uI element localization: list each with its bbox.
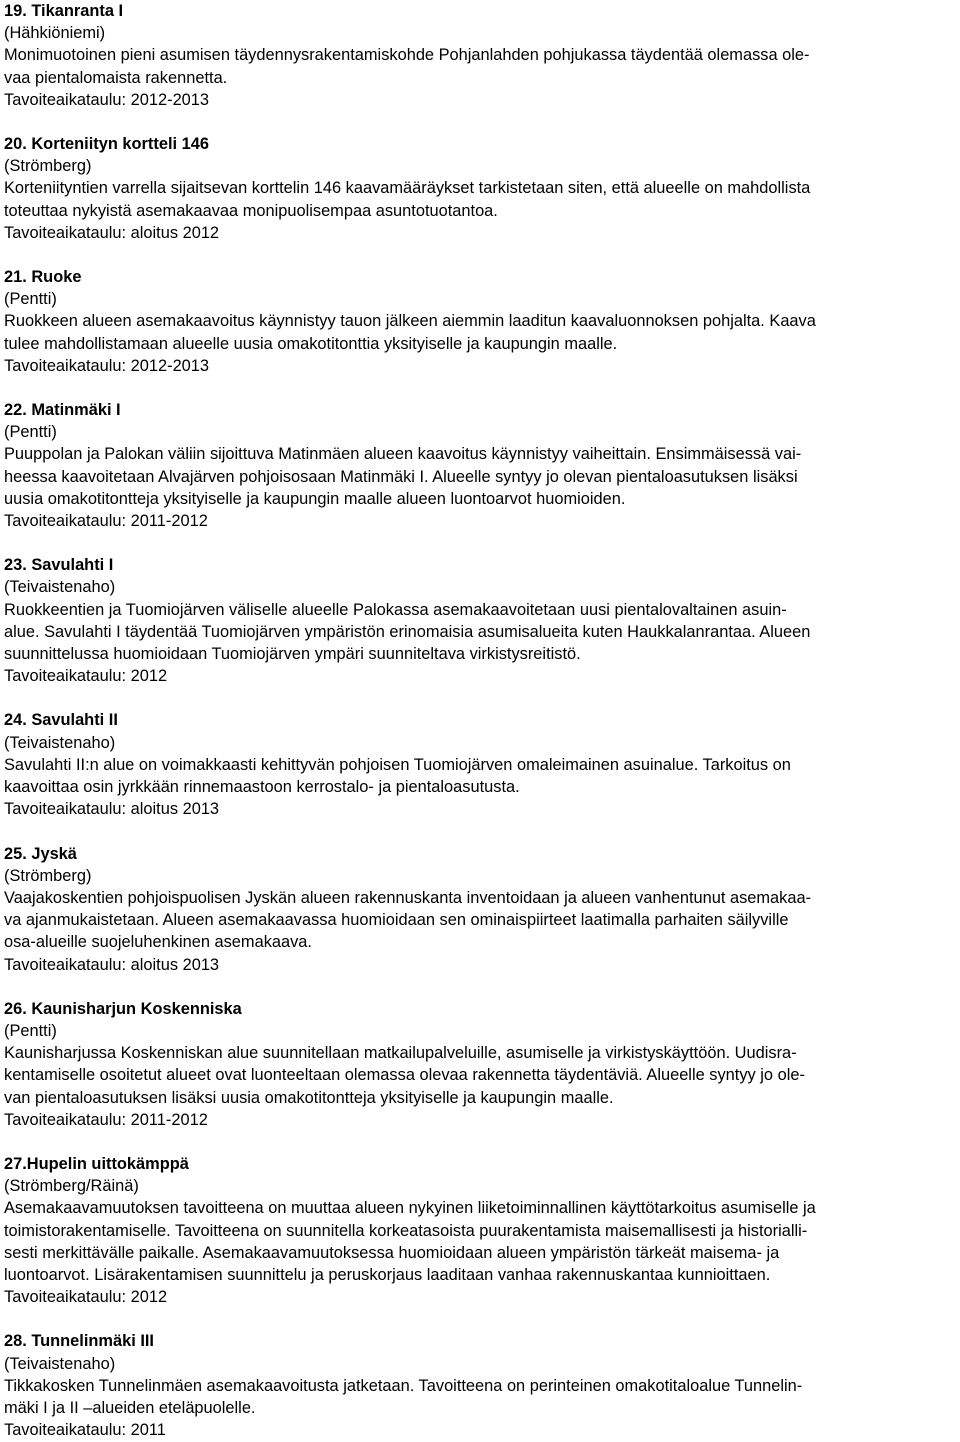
entry-description-line: sesti merkittävälle paikalle. Asemakaavamuutoksessa huomioidaan alueen ympäristön tärkeät maisema- ja bbox=[4, 1243, 780, 1262]
plan-entry bbox=[4, 399, 956, 532]
entry-responsible-person: (Pentti) bbox=[4, 423, 57, 442]
entry-schedule: Tavoiteaikataulu: 2012-2013 bbox=[4, 90, 210, 109]
entry-schedule: Tavoiteaikataulu: 2011 bbox=[4, 1421, 166, 1440]
entry-title: 20. Korteniityn kortteli 146 bbox=[4, 135, 209, 154]
plan-entry bbox=[4, 709, 956, 820]
entry-description-line: mäki I ja II –alueiden eteläpuolelle. bbox=[4, 1398, 256, 1417]
entry-schedule: Tavoiteaikataulu: aloitus 2013 bbox=[4, 955, 220, 974]
entry-description-line: uusia omakotitontteja yksityiselle ja kaupungin maalle alueen luontoarvot huomioiden. bbox=[4, 489, 626, 508]
entry-schedule: Tavoiteaikataulu: aloitus 2012 bbox=[4, 223, 220, 242]
entry-schedule: Tavoiteaikataulu: aloitus 2013 bbox=[4, 800, 220, 819]
entry-title: 25. Jyskä bbox=[4, 844, 77, 863]
entry-responsible-person: (Strömberg/Räinä) bbox=[4, 1177, 139, 1196]
entry-description-line: heessa kaavoitetaan Alvajärven pohjoisosaan Matinmäki I. Alueelle syntyy jo olevan pientaloasutuksen lisäksi bbox=[4, 467, 798, 486]
entry-schedule: Tavoiteaikataulu: 2012 bbox=[4, 667, 168, 686]
entry-title: 21. Ruoke bbox=[4, 268, 82, 287]
entry-title: 27.Hupelin uittokämppä bbox=[4, 1154, 189, 1173]
entry-description-line: va ajanmukaistetaan. Alueen asemakaavassa huomioidaan sen ominaispiirteet laatimalla parhaiten säilyville bbox=[4, 911, 789, 930]
document-page bbox=[4, 0, 956, 1441]
entry-description-line: Tikkakosken Tunnelinmäen asemakaavoitusta jatketaan. Tavoitteena on perinteinen omakotitaloalue Tunnelin- bbox=[4, 1376, 803, 1395]
entry-schedule: Tavoiteaikataulu: 2012-2013 bbox=[4, 356, 210, 375]
plan-entry bbox=[4, 998, 956, 1131]
plan-entry bbox=[4, 0, 956, 111]
entry-description-line: toimistorakentamiselle. Tavoitteena on suunnitella korkeatasoista puurakentamista maisemallisesti ja historialli- bbox=[4, 1221, 808, 1240]
entry-title: 26. Kaunisharjun Koskenniska bbox=[4, 999, 242, 1018]
entry-description-line: suunnittelussa huomioidaan Tuomiojärven ympäri suunniteltava virkistysreitistö. bbox=[4, 645, 581, 664]
entry-description-line: Monimuotoinen pieni asumisen täydennysrakentamiskohde Pohjanlahden pohjukassa täydentää olemassa ole- bbox=[4, 46, 810, 65]
entry-responsible-person: (Pentti) bbox=[4, 1021, 57, 1040]
entry-description-line: Savulahti II:n alue on voimakkaasti kehittyvän pohjoisen Tuomiojärven omaleimainen asuinalue. Tarkoitus on bbox=[4, 755, 791, 774]
entry-title: 22. Matinmäki I bbox=[4, 401, 121, 420]
entry-description-line: vaa pientalomaista rakennetta. bbox=[4, 68, 228, 87]
entry-responsible-person: (Teivaistenaho) bbox=[4, 733, 116, 752]
entry-description-line: tulee mahdollistamaan alueelle uusia omakotitonttia yksityiselle ja kaupungin maalle. bbox=[4, 334, 618, 353]
entry-title: 24. Savulahti II bbox=[4, 711, 118, 730]
entry-responsible-person: (Strömberg) bbox=[4, 866, 92, 885]
plan-entry bbox=[4, 843, 956, 976]
entry-schedule: Tavoiteaikataulu: 2011-2012 bbox=[4, 1110, 208, 1129]
entry-description-line: Korteniityntien varrella sijaitsevan korttelin 146 kaavamääräykset tarkistetaan siten, että alueelle on mahdollista bbox=[4, 179, 811, 198]
plan-entry bbox=[4, 266, 956, 377]
entry-description-line: kentamiselle osoitetut alueet ovat luonteeltaan olemassa olevaa rakennetta täydentäviä. Alueelle syntyy jo ole- bbox=[4, 1066, 805, 1085]
entry-description-line: Vaajakoskentien pohjoispuolisen Jyskän alueen rakennuskanta inventoidaan ja alueen vanhentunut asemakaa- bbox=[4, 888, 812, 907]
entry-description-line: van pientaloasutuksen lisäksi uusia omakotitontteja yksityiselle ja kaupungin maalle. bbox=[4, 1088, 614, 1107]
entry-responsible-person: (Teivaistenaho) bbox=[4, 578, 116, 597]
entry-responsible-person: (Hähkiöniemi) bbox=[4, 24, 106, 43]
entry-description-line: toteuttaa nykyistä asemakaavaa monipuolisempaa asuntotuotantoa. bbox=[4, 201, 498, 220]
entry-title: 19. Tikanranta I bbox=[4, 2, 124, 20]
entry-description-line: Ruokkeen alueen asemakaavoitus käynnistyy tauon jälkeen aiemmin laaditun kaavaluonnoksen pohjalta. Kaava bbox=[4, 312, 816, 331]
entry-description-line: Puuppolan ja Palokan väliin sijoittuva Matinmäen alueen kaavoitus käynnistyy vaiheittain. Ensimmäisessä vai- bbox=[4, 445, 802, 464]
entry-description-line: Asemakaavamuutoksen tavoitteena on muuttaa alueen nykyinen liiketoiminnallinen käyttötarkoitus asumiselle ja bbox=[4, 1199, 816, 1218]
entry-responsible-person: (Teivaistenaho) bbox=[4, 1354, 116, 1373]
plan-entry bbox=[4, 1153, 956, 1308]
plan-entry bbox=[4, 133, 956, 244]
entry-description-line: osa-alueille suojeluhenkinen asemakaava. bbox=[4, 933, 312, 952]
entry-title: 28. Tunnelinmäki III bbox=[4, 1332, 154, 1351]
entry-responsible-person: (Strömberg) bbox=[4, 157, 92, 176]
entry-description-line: alue. Savulahti I täydentää Tuomiojärven ympäristön erinomaisia asumisalueita kuten Haukkalanrantaa. Alueen bbox=[4, 622, 811, 641]
entry-schedule: Tavoiteaikataulu: 2011-2012 bbox=[4, 512, 208, 531]
entry-description-line: Kaunisharjussa Koskenniskan alue suunnitellaan matkailupalveluille, asumiselle ja virkistyskäyttöön. Uudisra- bbox=[4, 1044, 797, 1063]
entry-description-line: Ruokkeentien ja Tuomiojärven väliselle alueelle Palokassa asemakaavoitetaan uusi pientalovaltainen asuin- bbox=[4, 600, 787, 619]
entry-responsible-person: (Pentti) bbox=[4, 290, 57, 309]
entry-description-line: luontoarvot. Lisärakentamisen suunnittelu ja peruskorjaus laaditaan vanhaa rakennuskantaa kunnioittaen. bbox=[4, 1265, 771, 1284]
plan-entry bbox=[4, 1330, 956, 1441]
plan-entry bbox=[4, 554, 956, 687]
entry-title: 23. Savulahti I bbox=[4, 556, 114, 575]
entry-description-line: kaavoittaa osin jyrkkään rinnemaastoon kerrostalo- ja pientaloasutusta. bbox=[4, 778, 520, 797]
entry-schedule: Tavoiteaikataulu: 2012 bbox=[4, 1288, 168, 1307]
